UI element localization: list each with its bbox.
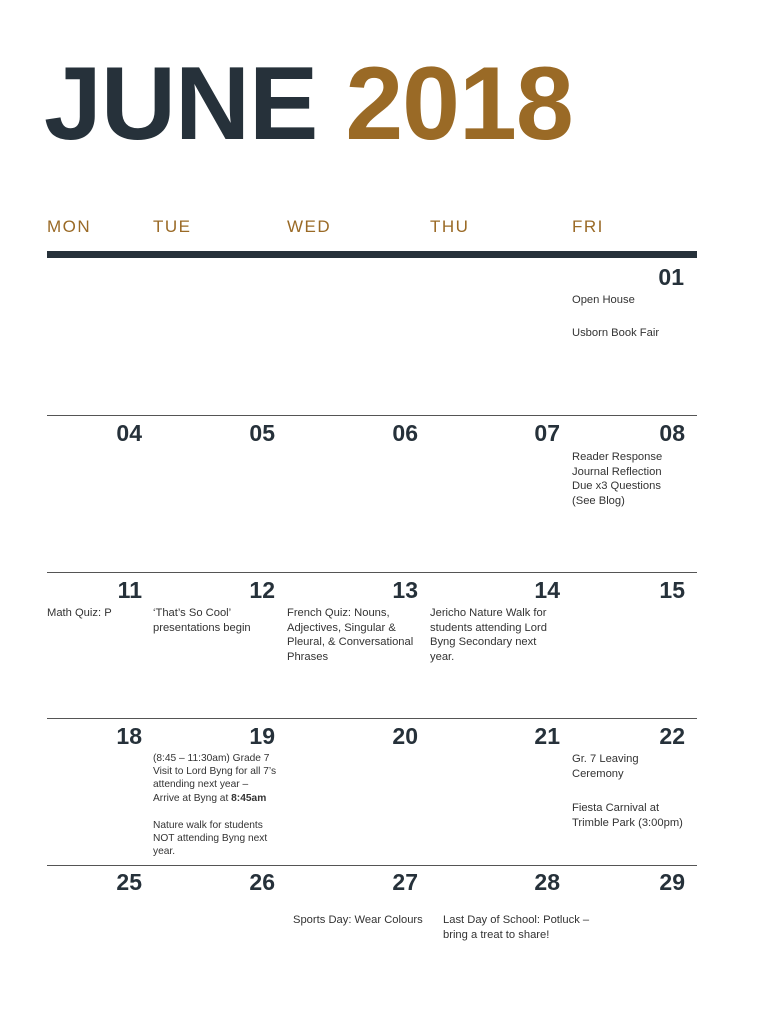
event-math-quiz: Math Quiz: P <box>47 607 112 619</box>
weekday-fri: FRI <box>572 217 604 236</box>
event-leaving-ceremony: Gr. 7 Leaving Ceremony <box>572 753 639 780</box>
event-last-day: Last Day of School: Potluck – bring a treat to share! <box>443 914 590 941</box>
event-reader-response: Reader Response Journal Reflection Due x3 Questions (See Blog) <box>572 451 663 507</box>
day-number-tue-w5: 26 <box>249 869 275 895</box>
event-nature-walk: Nature walk for students NOT attending Byng next year. <box>153 820 268 858</box>
day-number-tue-w2: 05 <box>249 420 275 446</box>
event-french-quiz: French Quiz: Nouns, Adjectives, Singular & Pleural, & Conversational Phrases <box>287 607 414 663</box>
day-number-mon-w4: 18 <box>116 723 142 749</box>
day-number-fri-w3: 15 <box>659 577 685 603</box>
weekday-wed: WED <box>287 217 332 236</box>
title-year: 2018 <box>345 46 573 162</box>
day-number-mon-w5: 25 <box>116 869 142 895</box>
day-number-tue-w4: 19 <box>249 723 275 749</box>
day-number-thu-w2: 07 <box>534 420 560 446</box>
week-divider <box>47 415 697 416</box>
day-number-wed-w3: 13 <box>392 577 418 603</box>
event-jericho-walk: Jericho Nature Walk for students attending Lord Byng Secondary next year. <box>430 607 547 663</box>
day-number-thu-w3: 14 <box>534 577 560 603</box>
day-number-wed-w4: 20 <box>392 723 418 749</box>
weekday-tue: TUE <box>153 217 192 236</box>
title-month: JUNE <box>44 46 318 162</box>
day-number-wed-w2: 06 <box>392 420 418 446</box>
event-presentations: ‘That’s So Cool’ presentations begin <box>153 607 251 634</box>
day-number-mon-w2: 04 <box>116 420 142 446</box>
day-number-thu-w5: 28 <box>534 869 560 895</box>
day-number-mon-w3: 11 <box>117 577 142 603</box>
day-number-fri-w2: 08 <box>659 420 685 446</box>
arrival-prefix: Arrive at Byng at <box>153 792 232 804</box>
event-open-house: Open House <box>572 294 635 306</box>
week-divider <box>47 865 697 866</box>
weekday-mon: MON <box>47 217 92 236</box>
day-number-fri-w1: 01 <box>658 264 684 290</box>
event-byng-visit-line3: attending next year – <box>153 779 249 791</box>
event-byng-visit-line4 <box>153 792 288 805</box>
day-number-fri-w5: 29 <box>659 869 685 895</box>
event-fiesta-carnival: Fiesta Carnival at Trimble Park (3:00pm) <box>572 802 683 829</box>
event-sports-day: Sports Day: Wear Colours <box>293 914 423 926</box>
event-byng-visit-line2: Visit to Lord Byng for all 7’s <box>153 766 277 778</box>
day-number-tue-w3: 12 <box>249 577 275 603</box>
header-divider <box>47 251 697 258</box>
event-book-fair: Usborn Book Fair <box>572 327 660 339</box>
week-divider <box>47 572 697 573</box>
day-number-wed-w5: 27 <box>392 869 418 895</box>
event-byng-visit <box>153 752 288 805</box>
event-byng-visit-line1: (8:45 – 11:30am) Grade 7 <box>153 753 270 764</box>
day-number-fri-w4: 22 <box>659 723 685 749</box>
arrival-time: 8:45am <box>231 792 267 804</box>
calendar-title <box>44 46 573 162</box>
week-divider <box>47 718 697 719</box>
day-number-thu-w4: 21 <box>534 723 560 749</box>
weekday-thu: THU <box>430 217 470 236</box>
